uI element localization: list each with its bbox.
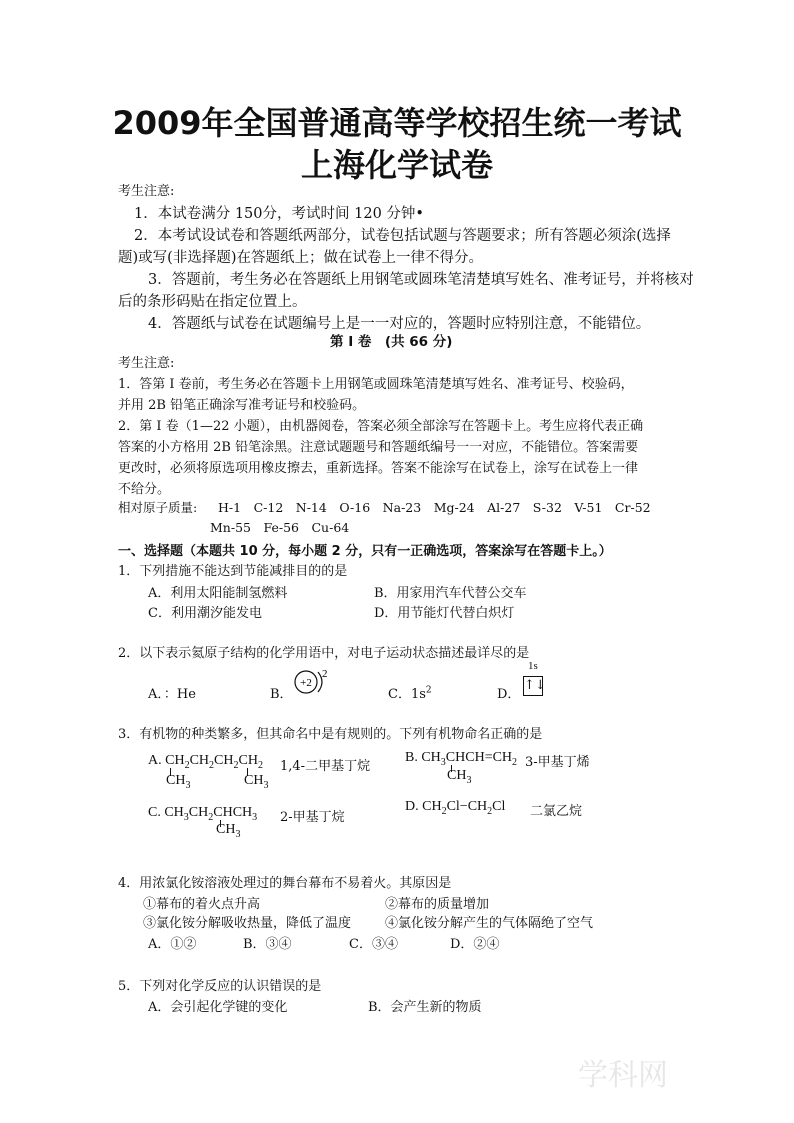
q3-a-methyl-right: $CH_3$	[244, 773, 269, 791]
q3-option-d-formula: D. $CH_2Cl-CH_2Cl$	[405, 799, 506, 817]
q2-option-b-label: B．	[270, 687, 293, 702]
orbital-arrows: ↑↓	[523, 676, 543, 696]
section1-header: 第 I 卷 (共 66 分)	[330, 334, 453, 350]
q4-statement-1: ①幕布的着火点升高	[143, 897, 261, 912]
part1-heading: 一、选择题（本题共 10 分，每小题 2 分，只有一正确选项，答案涂写在答题卡上。）	[118, 544, 612, 559]
q3-option-d-name: 二氯乙烷	[530, 804, 583, 819]
q4-option-c: C．③④	[349, 937, 398, 952]
atomic-masses-row1: H-1 C-12 N-14 O-16 Na-23 Mg-24 Al-27 S-32 V-51 Cr-52	[218, 500, 651, 515]
notice-item-2-cont: 题)或写(非选择题)在答题纸上；做在试卷上一律不得分。	[118, 250, 483, 266]
q4-statement-3: ③氯化铵分解吸收热量，降低了温度	[143, 916, 352, 931]
section1-notice-heading: 考生注意:	[118, 356, 175, 371]
notice-item-3: 3．答题前，考生务必在答题纸上用钢笔或圆珠笔清楚填写姓名、准考证号，并将核对	[148, 272, 694, 288]
watermark-logo: 学科网	[578, 1058, 668, 1093]
section1-line-4: 答案的小方格用 2B 铅笔涂黑。注意试题题号和答题纸编号一一对应，不能错位。答案需要	[118, 440, 639, 455]
q3-option-d-label: D.	[405, 799, 419, 814]
section1-line-5: 更改时，必须将原选项用橡皮擦去，重新选择。答案不能涂写在试卷上，涂写在试卷上一律	[118, 461, 639, 476]
notice-heading: 考生注意:	[118, 184, 175, 199]
q4-option-b: B．③④	[243, 937, 292, 952]
q1-stem: 1．下列措施不能达到节能减排目的的是	[118, 564, 348, 579]
q1-option-d: D．用节能灯代替白炽灯	[374, 606, 515, 621]
q4-statement-2: ②幕布的质量增加	[385, 897, 490, 912]
notice-item-4: 4．答题纸与试卷在试题编号上是一一对应的，答题时应特别注意，不能错位。	[148, 316, 651, 332]
notice-item-2: 2．本考试设试卷和答题纸两部分，试卷包括试题与答题要求；所有答题必须涂(选择	[134, 228, 671, 244]
q3-c-methyl: $CH_3$	[216, 822, 241, 840]
section1-line-1: 1．答第 I 卷前，考生务必在答题卡上用钢笔或圆珠笔清楚填写姓名、准考证号、校验码，	[118, 377, 634, 392]
q3-option-a-label: A.	[148, 753, 162, 768]
section1-line-2: 并用 2B 铅笔正确涂写准考证号和校验码。	[118, 398, 366, 413]
exam-title-line2: 上海化学试卷	[300, 146, 493, 184]
atomic-masses-row2: Mn-55 Fe-56 Cu-64	[210, 520, 350, 535]
section1-line-6: 不给分。	[118, 482, 171, 497]
notice-item-1: 1．本试卷满分 150分，考试时间 120 分钟•	[134, 206, 424, 222]
q3-stem: 3．有机物的种类繁多，但其命名中是有规则的。下列有机物命名正确的是	[118, 727, 543, 742]
q2-option-d-label: D．	[497, 687, 521, 702]
atom-electron-count: 2	[322, 668, 328, 680]
q5-option-a: A．会引起化学键的变化	[148, 1000, 288, 1015]
q3-option-a-formula: A. $CH_2CH_2CH_2CH_2$	[148, 753, 263, 771]
q3-option-b-formula: B. $CH_3CHCH=CH_2$	[405, 750, 518, 768]
q3-option-a-name: 1,4-二甲基丁烷	[280, 759, 371, 774]
q1-option-b: B．用家用汽车代替公交车	[374, 586, 527, 601]
q1-option-a: A．利用太阳能制氢燃料	[148, 586, 288, 601]
exam-title-line1: 2009年全国普通高等学校招生统一考试	[112, 104, 682, 142]
q3-option-b-name: 3-甲基丁烯	[525, 755, 590, 770]
q2-option-c	[388, 683, 432, 702]
atom-nucleus-charge: +2	[300, 677, 312, 689]
q2-option-a: A．：He	[148, 687, 196, 702]
q3-option-c-formula: C. $CH_3CH_2CHCH_3$	[148, 805, 258, 823]
q2-option-c-sup: 2	[425, 685, 432, 696]
q4-stem: 4．用浓氯化铵溶液处理过的舞台幕布不易着火。其原因是	[118, 876, 452, 891]
q5-stem: 5．下列对化学反应的认识错误的是	[118, 979, 322, 994]
q4-option-d: D．②④	[450, 937, 500, 952]
atomic-masses-label: 相对原子质量:	[118, 500, 198, 515]
q3-option-b-label: B.	[405, 750, 418, 765]
q3-option-c-name: 2-甲基丁烷	[280, 810, 345, 825]
q3-option-c-label: C.	[148, 805, 161, 820]
q1-option-c: C．利用潮汐能发电	[148, 606, 262, 621]
notice-item-3-cont: 后的条形码贴在指定位置上。	[118, 294, 307, 310]
orbital-label: 1s	[528, 660, 538, 672]
q2-stem: 2．以下表示氦原子结构的化学用语中，对电子运动状态描述最详尽的是	[118, 646, 530, 661]
q5-option-b: B．会产生新的物质	[368, 1000, 482, 1015]
q4-statement-4: ④氯化铵分解产生的气体隔绝了空气	[385, 916, 594, 931]
atom-structure-diagram	[290, 664, 334, 700]
q4-option-a: A．①②	[148, 937, 197, 952]
q3-b-methyl: $CH_3$	[447, 768, 472, 786]
q3-a-methyl-left: $CH_3$	[166, 773, 191, 791]
orbital-box	[523, 674, 546, 696]
q2-option-c-text: C．1s	[388, 687, 426, 702]
section1-line-3: 2．第 I 卷（1—22 小题），由机器阅卷，答案必须全部涂写在答题卡上。考生应将代表正确	[118, 419, 644, 434]
